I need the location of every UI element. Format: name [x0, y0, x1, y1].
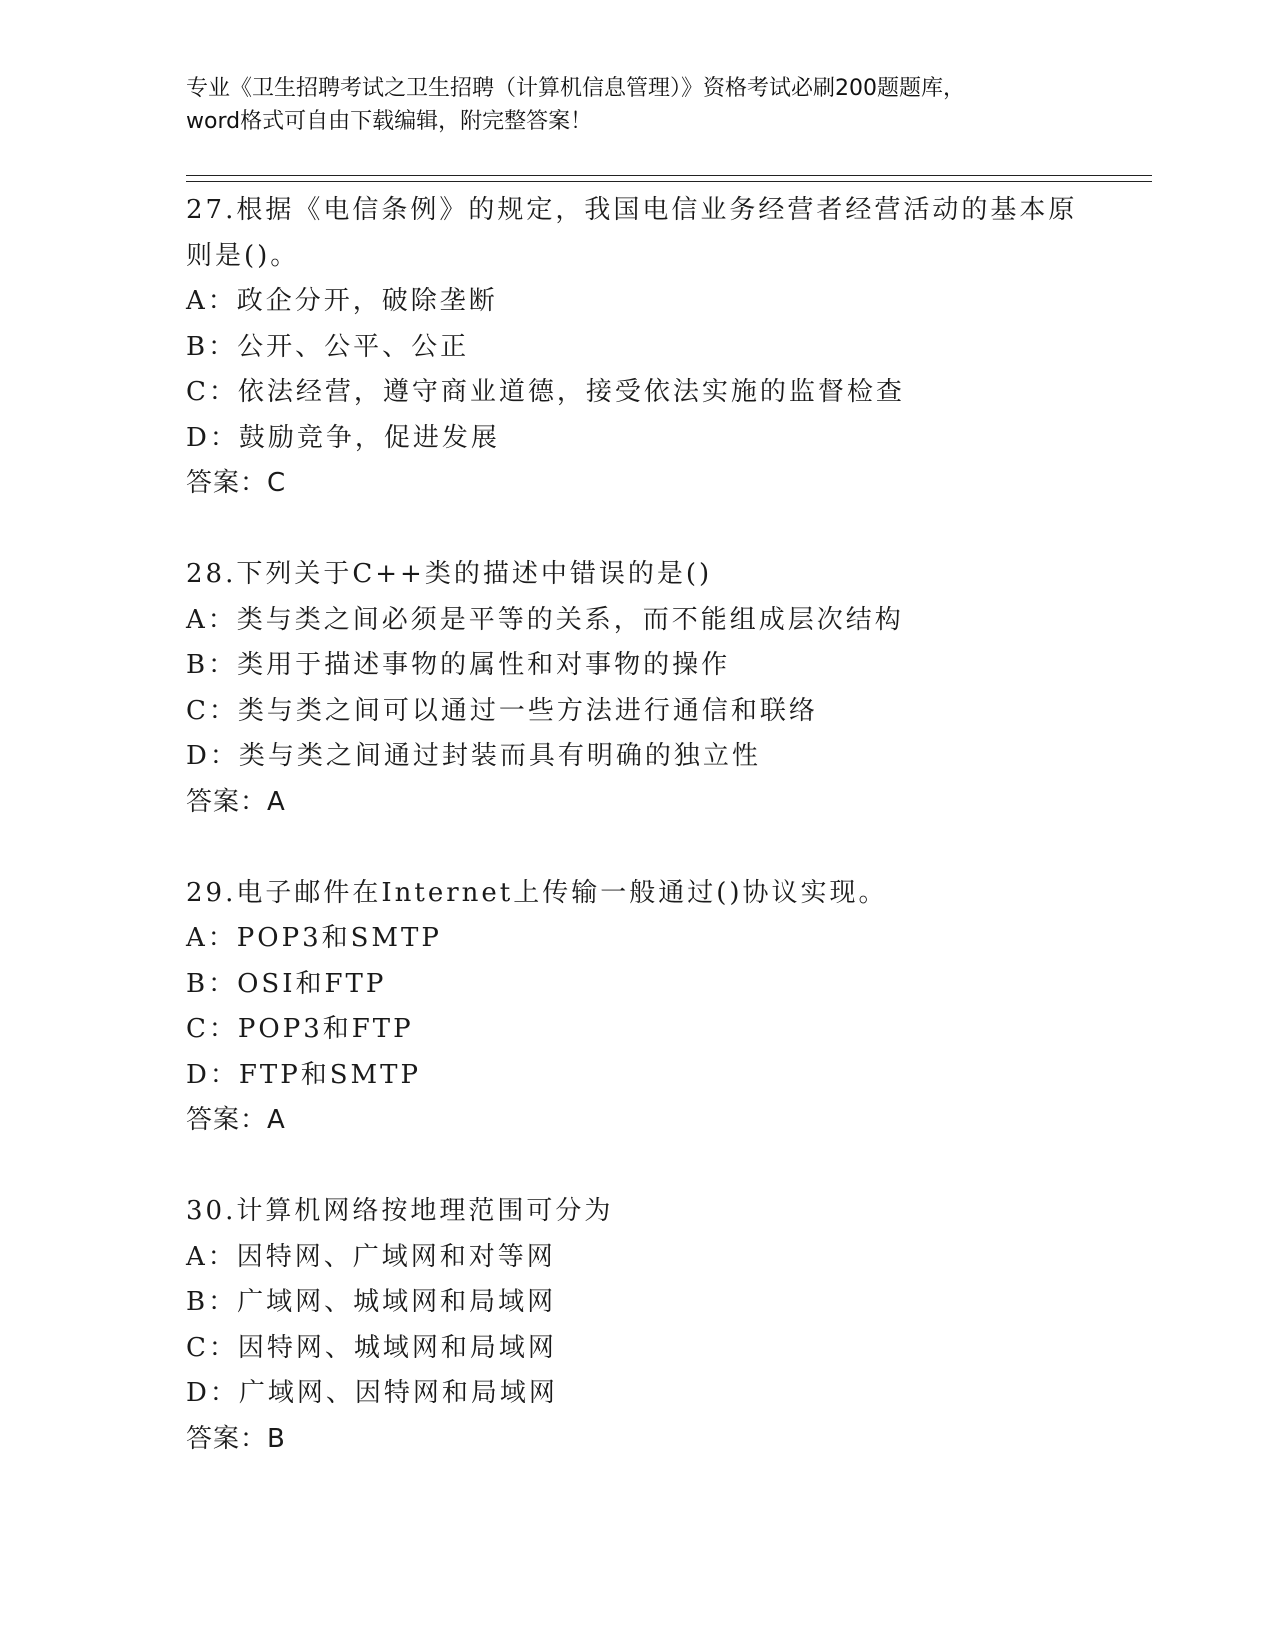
- option-c: C：因特网、城域网和局域网: [186, 1332, 557, 1363]
- question-29: [186, 871, 1086, 1144]
- header-divider-top: [186, 175, 1152, 176]
- option-c: C：类与类之间可以通过一些方法进行通信和联络: [186, 695, 818, 726]
- question-28: [186, 552, 1086, 825]
- option-d: D：类与类之间通过封装而具有明确的独立性: [186, 741, 761, 771]
- option-c: C：依法经营，遵守商业道德，接受依法实施的监督检查: [186, 377, 905, 407]
- answer-label: 答案：C: [186, 468, 287, 498]
- header-divider-bottom: [186, 181, 1152, 182]
- header-line-2: word格式可自由下载编辑，附完整答案！: [186, 109, 593, 134]
- header-line-1: 专业《卫生招聘考试之卫生招聘（计算机信息管理）》资格考试必刷200题题库，: [186, 76, 965, 101]
- option-a: A：政企分开，破除垄断: [186, 286, 498, 316]
- question-30: [186, 1189, 1086, 1462]
- option-b: B：公开、公平、公正: [186, 331, 470, 362]
- question-stem-continued: 则是()。: [186, 240, 300, 271]
- option-d: D：鼓励竞争，促进发展: [186, 422, 500, 453]
- answer-label: 答案：A: [186, 786, 286, 817]
- option-b: B：广域网、城域网和局域网: [186, 1287, 557, 1317]
- option-d: D：FTP和SMTP: [186, 1059, 421, 1090]
- option-b: B：OSI和FTP: [186, 968, 387, 999]
- option-d: D：广域网、因特网和局域网: [186, 1378, 558, 1408]
- question-list: [186, 188, 1086, 1462]
- option-b: B：类用于描述事物的属性和对事物的操作: [186, 650, 731, 680]
- answer-label: 答案：A: [186, 1105, 286, 1135]
- option-c: C：POP3和FTP: [186, 1014, 414, 1044]
- question-stem: 28.下列关于C++类的描述中错误的是(): [186, 559, 713, 589]
- document-header: [186, 72, 1086, 138]
- question-stem: 27.根据《电信条例》的规定，我国电信业务经营者经营活动的基本原: [186, 195, 1078, 225]
- question-27: [186, 188, 1086, 507]
- question-stem: 30.计算机网络按地理范围可分为: [186, 1196, 614, 1226]
- option-a: A：类与类之间必须是平等的关系，而不能组成层次结构: [186, 604, 904, 635]
- question-stem: 29.电子邮件在Internet上传输一般通过()协议实现。: [186, 877, 888, 908]
- option-a: A：POP3和SMTP: [186, 923, 442, 953]
- answer-label: 答案：B: [186, 1423, 286, 1454]
- option-a: A：因特网、广域网和对等网: [186, 1241, 556, 1272]
